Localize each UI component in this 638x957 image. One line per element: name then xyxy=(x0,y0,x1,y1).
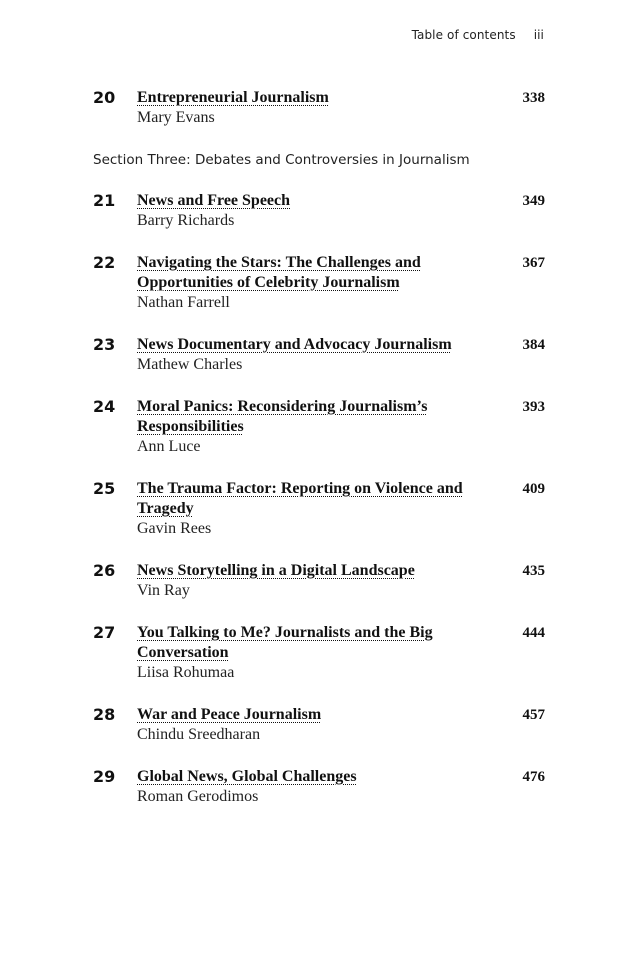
chapter-page-number: 435 xyxy=(522,563,545,579)
chapter-number: 24 xyxy=(93,397,116,416)
chapter-number: 25 xyxy=(93,479,116,498)
chapter-number: 20 xyxy=(93,88,116,107)
chapter-title-link[interactable]: War and Peace Journalism xyxy=(137,706,322,723)
chapter-title-link[interactable]: Moral Panics: Reconsidering Journalism’s Responsibilities xyxy=(137,398,428,435)
toc-entry xyxy=(93,767,545,807)
chapter-author: Barry Richards xyxy=(137,212,235,229)
running-header-title: Table of contents xyxy=(411,28,516,42)
table-of-contents xyxy=(93,88,545,807)
chapter-page-number: 384 xyxy=(522,337,545,353)
chapter-number: 29 xyxy=(93,767,116,786)
chapter-author: Nathan Farrell xyxy=(137,294,230,311)
toc-entry xyxy=(93,705,545,745)
chapter-number: 27 xyxy=(93,623,116,642)
toc-entry xyxy=(93,397,545,457)
chapter-number: 26 xyxy=(93,561,116,580)
chapter-number: 23 xyxy=(93,335,116,354)
chapter-number: 28 xyxy=(93,705,116,724)
chapter-page-number: 444 xyxy=(522,625,545,641)
chapter-title-link[interactable]: News Documentary and Advocacy Journalism xyxy=(137,336,452,353)
section-heading: Section Three: Debates and Controversies in Journalism xyxy=(93,152,470,168)
chapter-page-number: 393 xyxy=(522,399,545,415)
chapter-page-number: 476 xyxy=(522,769,545,785)
chapter-page-number: 338 xyxy=(522,90,545,106)
chapter-author: Vin Ray xyxy=(137,582,190,599)
chapter-page-number: 367 xyxy=(522,255,545,271)
chapter-author: Chindu Sreedharan xyxy=(137,726,261,743)
chapter-author: Gavin Rees xyxy=(137,520,212,537)
chapter-page-number: 409 xyxy=(522,481,545,497)
toc-entry xyxy=(93,335,545,375)
chapter-number: 22 xyxy=(93,253,116,272)
chapter-title-link[interactable]: Global News, Global Challenges xyxy=(137,768,357,785)
page-folio: iii xyxy=(533,28,544,42)
toc-entry xyxy=(93,191,545,231)
chapter-number: 21 xyxy=(93,191,116,210)
chapter-author: Liisa Rohumaa xyxy=(137,664,235,681)
running-header xyxy=(412,28,544,42)
chapter-title-link[interactable]: The Trauma Factor: Reporting on Violence and Tragedy xyxy=(137,480,463,517)
chapter-title-link[interactable]: Entrepreneurial Journalism xyxy=(137,89,329,106)
toc-entry xyxy=(93,253,545,313)
chapter-title-link[interactable]: News and Free Speech xyxy=(137,192,291,209)
chapter-title-link[interactable]: News Storytelling in a Digital Landscape xyxy=(137,562,415,579)
chapter-author: Roman Gerodimos xyxy=(137,788,259,805)
chapter-page-number: 349 xyxy=(522,193,545,209)
chapter-author: Mary Evans xyxy=(137,109,215,126)
toc-entry xyxy=(93,623,545,683)
toc-entry xyxy=(93,479,545,539)
toc-entry xyxy=(93,561,545,601)
chapter-page-number: 457 xyxy=(522,707,545,723)
toc-entry xyxy=(93,88,545,128)
chapter-author: Mathew Charles xyxy=(137,356,243,373)
chapter-author: Ann Luce xyxy=(137,438,201,455)
chapter-title-link[interactable]: Navigating the Stars: The Challenges and Opportunities of Celebrity Journalism xyxy=(137,254,421,291)
chapter-title-link[interactable]: You Talking to Me? Journalists and the Big Conversation xyxy=(137,624,433,661)
